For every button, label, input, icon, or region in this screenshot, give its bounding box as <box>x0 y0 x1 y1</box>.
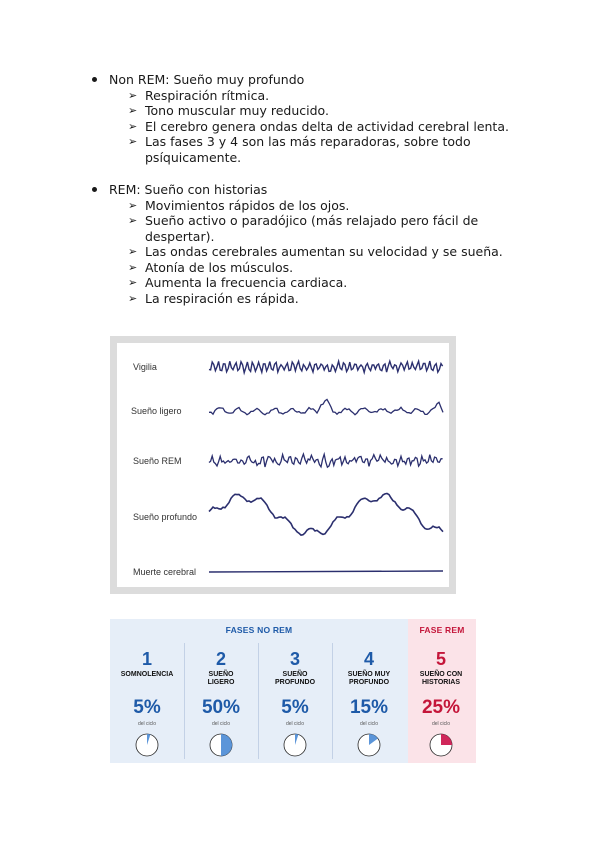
pie-slice <box>441 734 452 745</box>
phase-number: 1 <box>141 649 152 669</box>
list-item-text: Respiración rítmica. <box>145 87 270 103</box>
phase-label: SOMNOLENCIA <box>120 671 174 678</box>
phase-pie-icon <box>429 733 453 757</box>
arrow-bullet-icon: ➢ <box>128 198 138 212</box>
bullet-dot-icon <box>92 187 97 192</box>
phase-column-3 <box>258 641 332 763</box>
pie-slice <box>221 734 232 756</box>
phase-pie-icon <box>357 733 381 757</box>
phase-percent: 5% <box>133 697 161 718</box>
phase-number: 2 <box>215 649 226 669</box>
eeg-label-vigilia: Vigilia <box>133 362 157 372</box>
list-item-text: La respiración es rápida. <box>145 290 299 306</box>
eeg-figure-canvas <box>117 343 449 587</box>
phase-label: SUEÑO LIGERO <box>207 671 235 686</box>
eeg-wave-muerte <box>209 571 443 572</box>
phase-label: SUEÑO CON HISTORIAS <box>419 671 463 686</box>
list-item <box>92 244 522 260</box>
phase-percent: 15% <box>349 697 389 718</box>
list-item-text: Aumenta la frecuencia cardiaca. <box>145 275 348 290</box>
list-item <box>92 88 522 104</box>
eeg-label-profundo: Sueño profundo <box>133 512 198 522</box>
eeg-wave-rem <box>209 454 443 467</box>
list-item-text: Tono muscular muy reducido. <box>145 103 329 118</box>
list-item <box>92 291 522 307</box>
section-title <box>92 72 522 88</box>
phase-subtext: del ciclo <box>137 721 157 727</box>
list-item <box>92 103 522 119</box>
phase-column-5 <box>406 641 476 763</box>
arrow-bullet-icon: ➢ <box>128 214 138 227</box>
list-item-text: El cerebro genera ondas delta de actividad cerebral lenta. <box>145 118 509 134</box>
eeg-waves-svg <box>117 343 449 587</box>
list-item-text: Atonía de los músculos. <box>145 259 294 275</box>
list-item-text: Las fases 3 y 4 son las más reparadoras, sobre todo psíquicamente. <box>145 134 471 165</box>
arrow-bullet-icon: ➢ <box>128 119 138 133</box>
rem-header: FASE REM <box>419 625 465 635</box>
list-item <box>92 275 522 291</box>
sub-list <box>92 88 522 166</box>
eeg-wave-ligero <box>209 399 443 414</box>
list-item <box>92 134 522 165</box>
arrow-bullet-icon: ➢ <box>128 291 138 305</box>
arrow-bullet-icon: ➢ <box>128 276 138 289</box>
arrow-bullet-icon: ➢ <box>128 135 138 148</box>
list-item-text: Sueño activo o paradójico (más relajado pero fácil de despertar). <box>145 213 479 244</box>
section-title-text: Non REM: Sueño muy profundo <box>109 72 305 87</box>
list-item <box>92 119 522 135</box>
arrow-bullet-icon: ➢ <box>128 260 138 274</box>
phase-subtext: del ciclo <box>211 721 231 727</box>
sleep-phases-infographic <box>110 619 476 763</box>
phase-column-2 <box>184 641 258 763</box>
eeg-wave-vigilia <box>209 361 443 373</box>
eeg-label-muerte: Muerte cerebral <box>133 567 197 577</box>
phase-pie-icon <box>135 733 159 757</box>
list-item-text: Movimientos rápidos de los ojos. <box>145 197 350 213</box>
eeg-waves-figure <box>110 336 456 594</box>
eeg-label-ligero: Sueño ligero <box>131 406 182 416</box>
arrow-bullet-icon: ➢ <box>128 104 138 117</box>
eeg-label-rem: Sueño REM <box>133 456 182 466</box>
phase-number: 5 <box>435 649 446 669</box>
phase-column-1 <box>110 641 184 763</box>
phase-column-4 <box>332 641 406 763</box>
phase-percent: 50% <box>201 697 241 718</box>
section-non-rem <box>92 72 522 165</box>
sub-list <box>92 198 522 307</box>
eeg-wave-profundo <box>209 494 443 536</box>
arrow-bullet-icon: ➢ <box>128 88 138 102</box>
phase-subtext: del ciclo <box>431 721 451 727</box>
phase-pie-icon <box>283 733 307 757</box>
section-title-text: REM: Sueño con historias <box>109 182 268 197</box>
phase-label: SUEÑO MUY PROFUNDO <box>347 671 391 686</box>
phase-pie-icon <box>209 733 233 757</box>
phase-subtext: del ciclo <box>359 721 379 727</box>
section-rem <box>92 182 522 306</box>
list-item <box>92 198 522 214</box>
list-item-text: Las ondas cerebrales aumentan su velocidad y se sueña. <box>145 244 503 259</box>
list-item <box>92 260 522 276</box>
non-rem-header: FASES NO REM <box>225 625 293 635</box>
bullet-dot-icon <box>92 77 97 82</box>
phase-number: 3 <box>289 649 300 669</box>
phase-number: 4 <box>363 649 374 669</box>
section-title <box>92 182 522 198</box>
phase-subtext: del ciclo <box>285 721 305 727</box>
arrow-bullet-icon: ➢ <box>128 245 138 258</box>
phase-percent: 25% <box>421 697 461 718</box>
phase-label: SUEÑO PROFUNDO <box>274 671 316 686</box>
list-item <box>92 213 522 244</box>
phase-percent: 5% <box>281 697 309 718</box>
